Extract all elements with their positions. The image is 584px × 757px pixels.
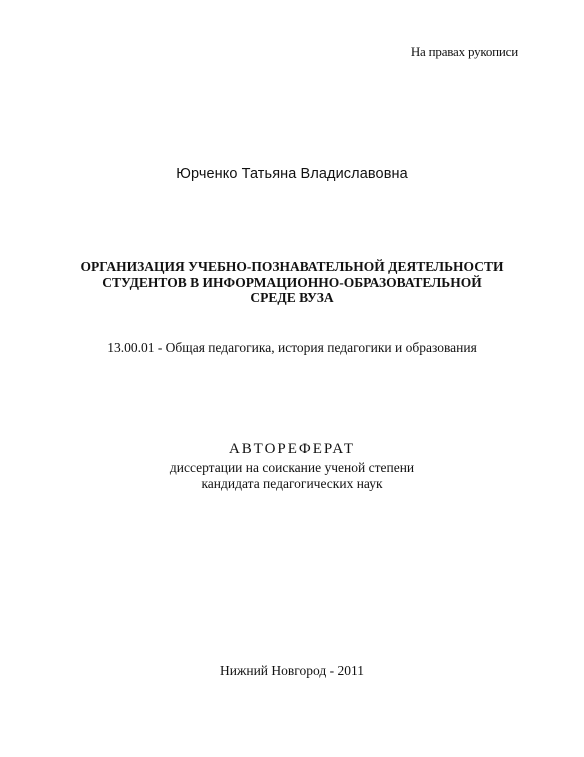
rights-note: На правах рукописи xyxy=(410,44,518,59)
document-type: АВТОРЕФЕРАТ xyxy=(228,441,356,457)
academic-degree: кандидата педагогических наук xyxy=(201,476,383,491)
title-line-2: СТУДЕНТОВ В ИНФОРМАЦИОННО-ОБРАЗОВАТЕЛЬНОЙ xyxy=(102,274,482,290)
place-and-year: Нижний Новгород - 2011 xyxy=(220,663,364,678)
title-line-3: СРЕДЕ ВУЗА xyxy=(250,290,334,305)
author-name: Юрченко Татьяна Владиславовна xyxy=(176,166,408,182)
document-purpose: диссертации на соискание ученой степени xyxy=(169,460,415,475)
specialty-code: 13.00.01 - Общая педагогика, история педагогики и образования xyxy=(107,340,477,355)
title-line-1: ОРГАНИЗАЦИЯ УЧЕБНО-ПОЗНАВАТЕЛЬНОЙ ДЕЯТЕЛЬНОСТИ xyxy=(80,259,504,274)
dissertation-title xyxy=(0,259,584,306)
